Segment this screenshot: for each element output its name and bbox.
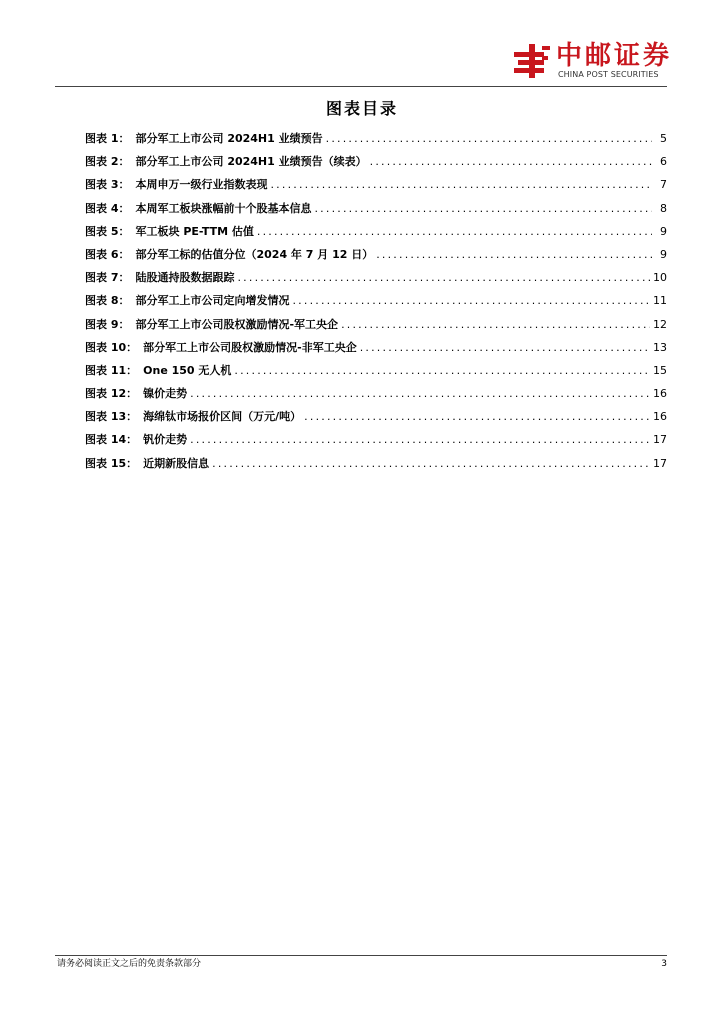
logo-chinese-name: 中邮证券 (556, 41, 673, 71)
toc-entry-page: 12 (653, 317, 667, 331)
disclaimer-note: 请务必阅读正文之后的免责条款部分 (57, 959, 202, 969)
toc-entry[interactable] (85, 127, 667, 150)
toc-leader-dots (376, 243, 652, 266)
toc-entry-text: 部分军工上市公司 2024H1 业绩预告（续表） (135, 155, 367, 169)
toc-entry-text: 本周军工板块涨幅前十个股基本信息 (135, 201, 312, 215)
footer-divider (55, 955, 667, 956)
toc-leader-dots (270, 173, 652, 196)
toc-entry[interactable] (85, 243, 667, 266)
toc-entry-label: 图表 15： (85, 456, 138, 470)
toc-entry-page: 9 (660, 247, 667, 261)
toc-entry[interactable] (85, 428, 667, 451)
toc-entry[interactable] (85, 336, 667, 359)
toc-entry[interactable] (85, 313, 667, 336)
toc-entry-label: 图表 12： (85, 387, 138, 401)
toc-entry[interactable] (85, 359, 667, 382)
toc-entry[interactable] (85, 405, 667, 428)
toc-entry-label: 图表 9： (85, 317, 130, 331)
toc-entry-page: 10 (653, 271, 667, 285)
toc-entry-text: One 150 无人机 (143, 363, 232, 377)
toc-entry-text: 部分军工标的估值分位（2024 年 7 月 12 日） (135, 247, 374, 261)
toc-entry-page: 17 (653, 433, 667, 447)
toc-entry[interactable] (85, 289, 667, 312)
toc-entry-page: 5 (660, 132, 667, 145)
toc-leader-dots (190, 428, 650, 451)
toc-entry-page: 16 (653, 387, 667, 401)
toc-entry[interactable] (85, 452, 667, 475)
toc-entry-page: 17 (653, 456, 667, 470)
toc-leader-dots (370, 150, 652, 173)
toc-entry-page: 9 (660, 224, 667, 238)
china-post-logo-icon (512, 42, 552, 80)
toc-entry-page: 16 (653, 410, 667, 424)
toc-leader-dots (212, 452, 650, 475)
toc-entry-text: 部分军工上市公司股权激励情况-非军工央企 (143, 340, 357, 354)
header-divider (55, 86, 667, 87)
toc-title: 图表目录 (325, 99, 398, 118)
toc-entry-label: 图表 13： (85, 410, 138, 424)
toc-entry-label: 图表 14： (85, 433, 138, 447)
toc-entry-label: 图表 6： (85, 247, 130, 261)
toc-entry[interactable] (85, 382, 667, 405)
toc-leader-dots (360, 336, 650, 359)
toc-entry-page: 6 (660, 155, 667, 169)
toc-leader-dots (234, 359, 650, 382)
toc-entry-label: 图表 5： (85, 224, 130, 238)
toc-entry-text: 本周申万一级行业指数表现 (135, 178, 268, 192)
toc-leader-dots (314, 197, 652, 220)
toc-entry[interactable] (85, 266, 667, 289)
toc-leader-dots (326, 127, 652, 150)
toc-entry-text: 部分军工上市公司定向增发情况 (135, 294, 290, 308)
toc-entry-text: 海绵钛市场报价区间（万元/吨） (143, 410, 302, 424)
toc-leader-dots (190, 382, 650, 405)
toc-entry-text: 部分军工上市公司 2024H1 业绩预告 (135, 132, 323, 145)
toc-entry-label: 图表 1： (85, 132, 130, 145)
toc-entry-label: 图表 10： (85, 340, 138, 354)
toc-entry-label: 图表 11： (85, 363, 138, 377)
toc-entry-page: 7 (660, 178, 667, 192)
toc-entry-label: 图表 7： (85, 271, 130, 285)
company-logo (512, 42, 672, 82)
toc-entry[interactable] (85, 150, 667, 173)
toc-leader-dots (257, 220, 652, 243)
toc-entry-text: 军工板块 PE-TTM 估值 (135, 224, 254, 238)
toc-entry[interactable] (85, 173, 667, 196)
toc-entry-page: 11 (653, 294, 667, 308)
toc-entry[interactable] (85, 220, 667, 243)
toc-entry-text: 部分军工上市公司股权激励情况-军工央企 (135, 317, 339, 331)
logo-english-name: CHINA POST SECURITIES (558, 70, 659, 79)
toc-leader-dots (304, 405, 650, 428)
toc-entry-label: 图表 8： (85, 294, 130, 308)
toc-entry-page: 15 (653, 363, 667, 377)
toc-entry-text: 近期新股信息 (143, 456, 210, 470)
toc-leader-dots (292, 289, 650, 312)
toc-entry-text: 陆股通持股数据跟踪 (135, 271, 235, 285)
page-number: 3 (661, 959, 667, 969)
toc-entry-label: 图表 3： (85, 178, 130, 192)
toc-leader-dots (341, 313, 650, 336)
toc-list (85, 127, 667, 475)
toc-leader-dots (237, 266, 650, 289)
toc-entry-page: 8 (660, 201, 667, 215)
toc-entry-text: 镍价走势 (143, 387, 188, 401)
toc-entry[interactable] (85, 197, 667, 220)
page-header (0, 0, 724, 90)
toc-entry-label: 图表 2： (85, 155, 130, 169)
toc-entry-label: 图表 4： (85, 201, 130, 215)
toc-entry-text: 钒价走势 (143, 433, 188, 447)
toc-entry-page: 13 (653, 340, 667, 354)
